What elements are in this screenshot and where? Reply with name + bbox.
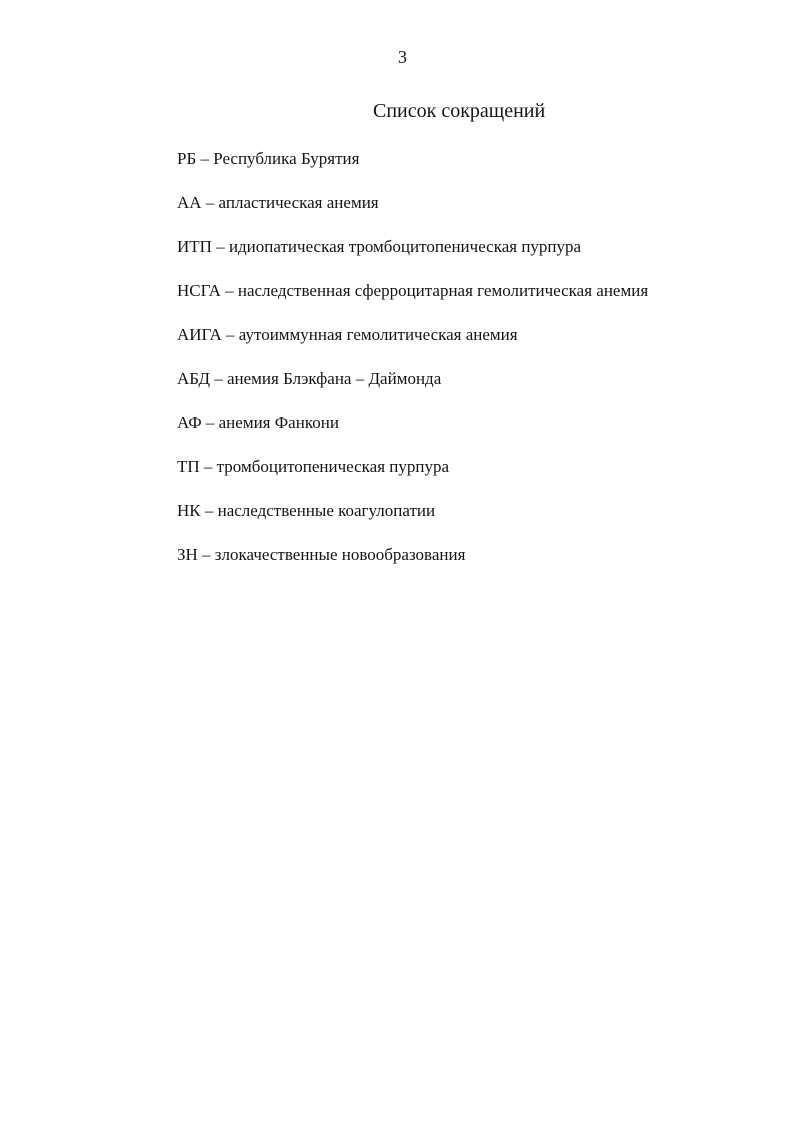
abbreviation-item: АФ – анемия Фанкони — [177, 413, 339, 432]
abbreviation-item: ИТП – идиопатическая тромбоцитопеническая пурпура — [177, 237, 582, 256]
abbreviation-item: АБД – анемия Блэкфана – Даймонда — [177, 369, 442, 388]
abbreviation-item: АИГА – аутоиммунная гемолитическая анемия — [177, 325, 518, 344]
abbreviation-list — [177, 147, 648, 587]
abbreviation-item: ЗН – злокачественные новообразования — [177, 545, 466, 564]
page-number: 3 — [398, 47, 407, 67]
abbreviation-item: РБ – Республика Бурятия — [177, 149, 360, 168]
page-title: Список сокращений — [373, 100, 546, 122]
abbreviation-item: АА – апластическая анемия — [177, 193, 379, 212]
abbreviation-item: ТП – тромбоцитопеническая пурпура — [177, 457, 450, 476]
abbreviation-item: НК – наследственные коагулопатии — [177, 501, 436, 520]
abbreviation-item: НСГА – наследственная сферроцитарная гемолитическая анемия — [177, 281, 649, 300]
